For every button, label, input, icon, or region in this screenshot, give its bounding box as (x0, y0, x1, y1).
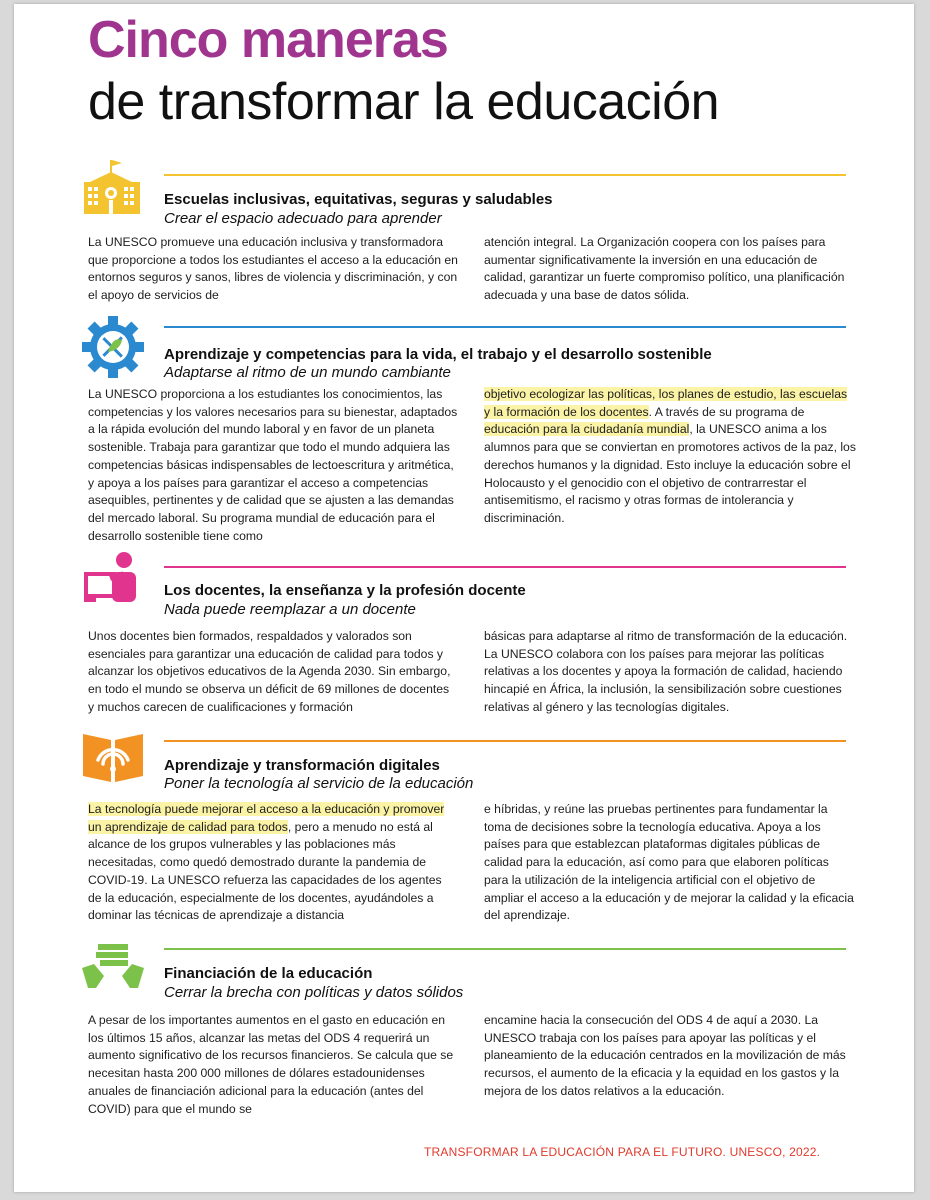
section-heading: Financiación de la educación (164, 965, 373, 982)
section-heading: Los docentes, la enseñanza y la profesión docente (164, 582, 526, 599)
section-heading: Aprendizaje y transformación digitales (164, 757, 440, 774)
section-divider (164, 326, 846, 328)
section-heading: Escuelas inclusivas, equitativas, seguras y saludables (164, 191, 553, 208)
hands-books-icon (80, 942, 146, 997)
gear-tools-icon (80, 314, 146, 385)
digital-book-icon (80, 730, 146, 789)
paragraph-right: objetivo ecologizar las políticas, los planes de estudio, las escuelas y la formación de los docentes. A través de su programa de educación para la ciudadanía mundial, la UNESCO anima a los alumnos para que se conviertan en promotores activos de la paz, los derechos humanos y la dignidad. Esto incluye la educación sobre el Holocausto y el genocidio con el objetivo de contrarrestar el antisemitismo, el racismo y otras formas de intolerancia y discriminación. (484, 387, 856, 525)
section-subheading: Poner la tecnología al servicio de la educación (164, 775, 474, 792)
section-divider (164, 740, 846, 742)
paragraph-left: La UNESCO proporciona a los estudiantes los conocimientos, las competencias y los valores necesarios para su bienestar, adaptados a la rápida evolución del mundo laboral y en favor de un planeta sostenible. Trabaja para garantizar que todo el mundo adquiera las competencias básicas indispensables de lectoescritura y aritmética, y apoya a los países para garantizar el acceso a competencias asequibles, pertinentes y de calidad que se ajusten a las demandas del mercado laboral. Su programa mundial de educación para el desarrollo sostenible tiene como (88, 387, 458, 543)
document-page (14, 4, 914, 1192)
section-subheading: Crear el espacio adecuado para aprender (164, 210, 442, 227)
paragraph-left: La tecnología puede mejorar el acceso a la educación y promover un aprendizaje de calidad para todos, pero a menudo no está al alcance de los grupos vulnerables y las poblaciones más necesitadas, como quedó demostrado durante la pandemia de COVID-19. La UNESCO refuerza las capacidades de los agentes de la educación, especialmente de los docentes, ayudándoles a dominar las técnicas de aprendizaje a distancia (88, 802, 445, 923)
highlighted-text: objetivo ecologizar las políticas, los planes de estudio, las escuelas y la formación de los docentes (484, 387, 848, 419)
section-divider (164, 174, 846, 176)
school-icon (80, 160, 146, 221)
paragraph-right: atención integral. La Organización coopera con los países para aumentar significativamente la inversión en una educación de calidad, garantizar un fuerte compromiso político, una planificación adecuada y una base de datos sólida. (484, 235, 845, 303)
section-subheading: Nada puede reemplazar a un docente (164, 601, 416, 618)
section-subheading: Adaptarse al ritmo de un mundo cambiante (164, 364, 451, 381)
source-footer: TRANSFORMAR LA EDUCACIÓN PARA EL FUTURO. UNESCO, 2022. (424, 1145, 821, 1159)
paragraph-right: encamine hacia la consecución del ODS 4 de aquí a 2030. La UNESCO trabaja con los países para apoyar las políticas y el planeamiento de la educación centrados en la movilización de más recursos, el aumento de la eficacia y la equidad en los gastos y la mejora de los datos relativos a la educación. (484, 1013, 846, 1098)
section-divider (164, 948, 846, 950)
paragraph-left: A pesar de los importantes aumentos en el gasto en educación en los últimos 15 años, alcanzar las metas del ODS 4 requerirá un aumento significativo de los recursos financieros. Se calcula que se necesitan hasta 200 000 millones de dólares estadounidenses anuales de financiación adicional para la educación (antes del COVID) para que el mundo se (88, 1013, 454, 1116)
highlighted-text: educación para la ciudadanía mundial (484, 422, 690, 437)
section-subheading: Cerrar la brecha con políticas y datos sólidos (164, 984, 464, 1001)
title-line-2: de transformar la educación (88, 73, 720, 131)
paragraph-left: Unos docentes bien formados, respaldados y valorados son esenciales para garantizar una educación de calidad para todos y alcanzar los objetivos educativos de la Agenda 2030. Sin embargo, en todo el mundo se observa un déficit de 69 millones de docentes y muchos carecen de cualificaciones y formación (88, 629, 451, 714)
teacher-icon (80, 550, 146, 615)
section-heading: Aprendizaje y competencias para la vida, el trabajo y el desarrollo sostenible (164, 346, 712, 363)
section-divider (164, 566, 846, 568)
paragraph-right: básicas para adaptarse al ritmo de transformación de la educación. La UNESCO colabora con los países para mejorar las políticas relativas a los docentes y apoya la formación de calidad, haciendo hincapié en África, la inclusión, la sensibilización sobre cuestiones relativas al género y las tecnologías digitales. (484, 629, 848, 714)
paragraph-left: La UNESCO promueve una educación inclusiva y transformadora que proporcione a todos los estudiantes el acceso a la educación en entornos seguros y sanos, libres de violencia y discriminación, y con el apoyo de servicios de (88, 235, 458, 303)
highlighted-text: La tecnología puede mejorar el acceso a la educación y promover un aprendizaje de calidad para todos (88, 802, 445, 834)
paragraph-right: e híbridas, y reúne las pruebas pertinentes para fundamentar la toma de decisiones sobre la tecnología educativa. Apoya a los países para que establezcan plataformas digitales públicas de calidad para la educación, así como para que elaboren políticas para la utilización de la inteligencia artificial con el objetivo de ampliar el acceso a la educación y de mejorar la calidad y la eficacia del aprendizaje. (484, 802, 854, 923)
title-line-1: Cinco maneras (88, 11, 448, 69)
